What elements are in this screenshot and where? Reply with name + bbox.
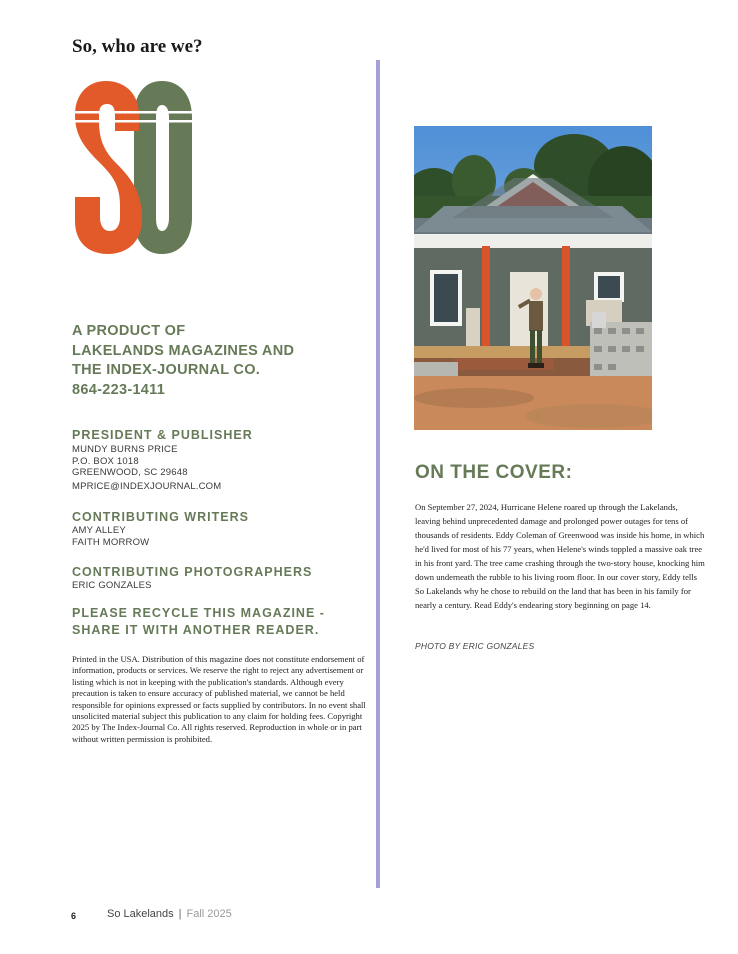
legal-disclaimer: Printed in the USA. Distribution of this magazine does not constitute endorsement of information, products or services. We reserve the right to reject any advertisement or listing which is not in keeping with the publication's standards. Although every precaution is taken to ensure accuracy of published material, we cannot be held responsible for opinions expressed or facts supplied by contributors. In no event shall unsolicited material subject this publication to any claim for holding fees. Copyright 2025 by The Index-Journal Co. All rights reserved. Reproduction in whole or in part without written permission is prohibited. xyxy=(72,654,366,744)
section-writers xyxy=(72,510,249,548)
so-logo xyxy=(70,75,202,260)
phone-number: 864-223-1411 xyxy=(72,381,166,398)
section-body xyxy=(72,444,253,492)
product-line: LAKELANDS MAGAZINES AND xyxy=(72,342,295,359)
recycle-line: PLEASE RECYCLE THIS MAGAZINE - xyxy=(72,606,325,620)
footer-separator: | xyxy=(178,908,182,920)
publisher-city: GREENWOOD, SC 29648 xyxy=(72,467,188,478)
product-info xyxy=(72,322,362,400)
publisher-name: MUNDY BURNS PRICE xyxy=(72,444,178,455)
section-title: CONTRIBUTING PHOTOGRAPHERS xyxy=(72,565,313,579)
section-body xyxy=(72,580,312,592)
column-divider xyxy=(376,60,380,888)
page-headline: So, who are we? xyxy=(72,36,203,57)
page-number: 6 xyxy=(71,911,77,921)
section-title: CONTRIBUTING WRITERS xyxy=(72,510,249,524)
footer-magazine xyxy=(107,908,232,920)
photographer-name: ERIC GONZALES xyxy=(72,580,152,591)
section-title: PRESIDENT & PUBLISHER xyxy=(72,428,253,442)
writer-name: AMY ALLEY xyxy=(72,525,126,536)
publisher-email[interactable]: MPRICE@INDEXJOURNAL.COM xyxy=(72,480,222,492)
publisher-po-box: P.O. BOX 1018 xyxy=(72,455,139,467)
issue-label: Fall 2025 xyxy=(186,908,232,920)
cover-photo-illustration xyxy=(414,126,652,430)
writer-name: FAITH MORROW xyxy=(72,536,150,548)
cover-story-text: On September 27, 2024, Hurricane Helene roared up through the Lakelands, leaving behind unprecedented damage and prolonged power outages for tens of thousands of residents. Eddy Coleman of Greenwood was inside his home, in which he'd lived for most of his 77 years, when Helene's winds toppled a massive oak tree in his front yard. The tree came crashing through the two-story house, knocking him down underneath the rubble to his living room floor. In our cover story, Eddy tells So Lakelands why he chose to rebuild on the land that has been in his family for nearly a century. Read Eddy's endearing story beginning on page 14. xyxy=(415,502,705,610)
photo-credit: PHOTO BY ERIC GONZALES xyxy=(415,641,535,651)
section-publisher xyxy=(72,428,253,492)
product-line: THE INDEX-JOURNAL CO. xyxy=(72,362,261,378)
cover-title: ON THE COVER: xyxy=(415,462,573,483)
cover-photo xyxy=(414,126,652,430)
section-body xyxy=(72,525,249,548)
section-photographers xyxy=(72,565,312,592)
product-line: A PRODUCT OF xyxy=(72,323,186,339)
magazine-name: So Lakelands xyxy=(107,908,174,920)
recycle-notice xyxy=(72,605,372,639)
recycle-line: SHARE IT WITH ANOTHER READER. xyxy=(72,623,320,637)
